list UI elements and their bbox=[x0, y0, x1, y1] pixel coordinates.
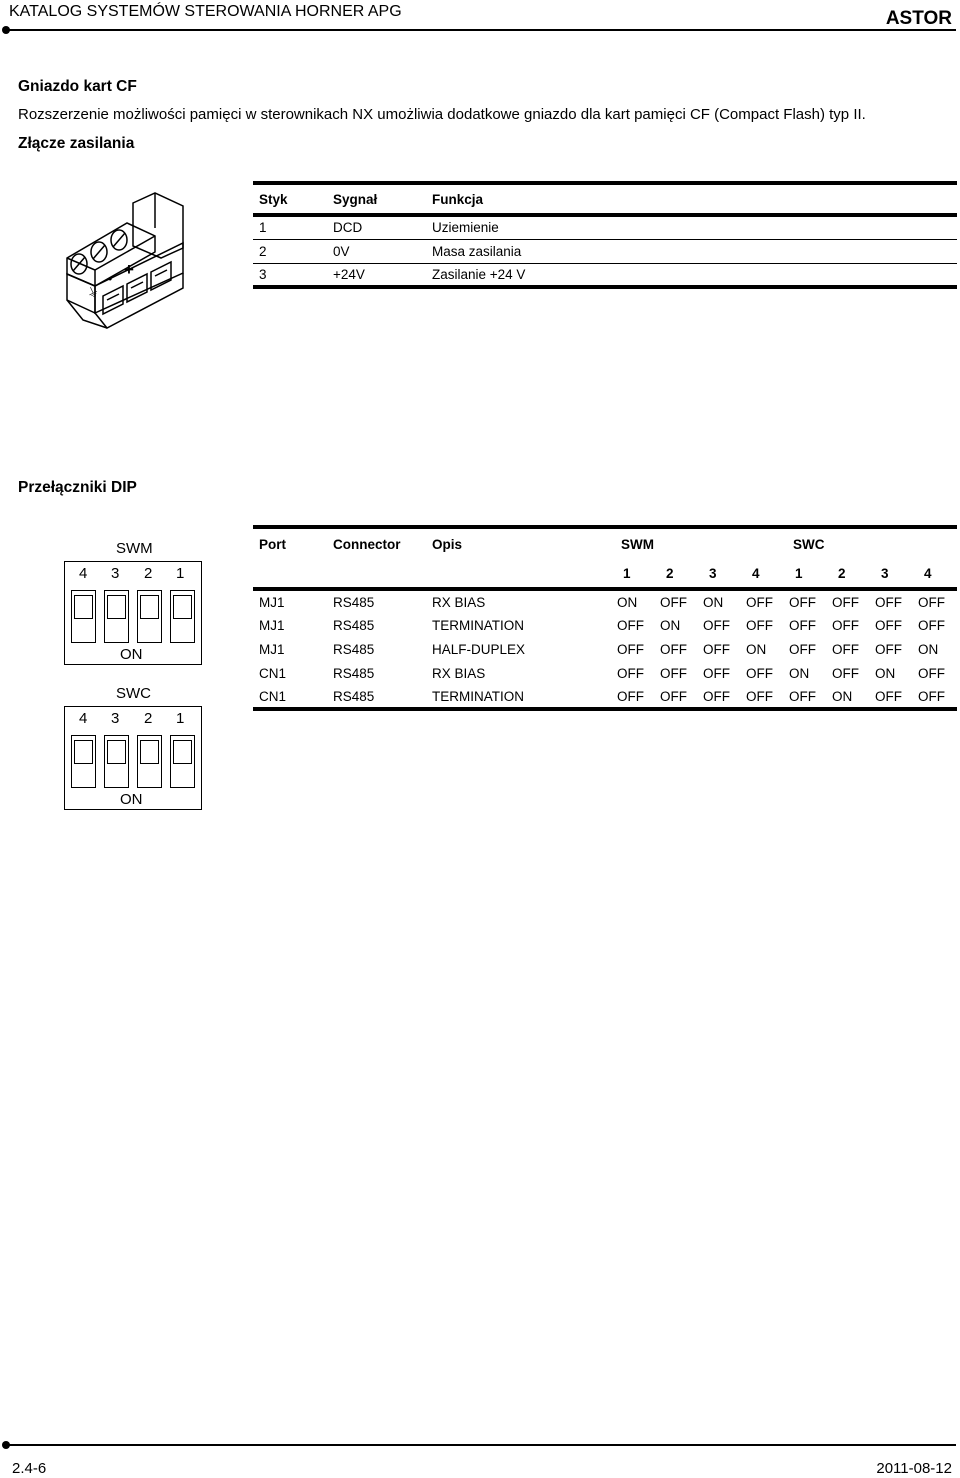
table-cell: OFF bbox=[789, 688, 816, 704]
switch-knob-icon bbox=[173, 595, 192, 619]
table-cell: HALF-DUPLEX bbox=[432, 641, 526, 657]
table-cell: OFF bbox=[832, 665, 859, 681]
table-cell: CN1 bbox=[259, 688, 287, 704]
table-cell: OFF bbox=[832, 617, 859, 633]
swc-switch-3 bbox=[104, 735, 129, 788]
table-cell: ON bbox=[918, 641, 939, 657]
table-header-row bbox=[253, 527, 957, 559]
table-cell: OFF bbox=[789, 641, 816, 657]
table-cell: OFF bbox=[918, 594, 945, 610]
table-row bbox=[253, 613, 957, 637]
catalog-title: KATALOG SYSTEMÓW STEROWANIA HORNER APG bbox=[9, 3, 402, 20]
table-cell: ON bbox=[703, 594, 724, 610]
power-section-title: Złącze zasilania bbox=[18, 135, 135, 152]
switch-number-header: 4 bbox=[924, 565, 932, 581]
swc-on-label: ON bbox=[120, 791, 143, 808]
column-header: Opis bbox=[432, 536, 463, 552]
swc-label: SWC bbox=[116, 685, 151, 702]
table-cell: OFF bbox=[875, 617, 902, 633]
table-cell: Uziemienie bbox=[432, 220, 499, 236]
swc-switch-4 bbox=[71, 735, 96, 788]
switch-knob-icon bbox=[140, 595, 159, 619]
table-cell: OFF bbox=[660, 641, 687, 657]
power-connector-illustration bbox=[55, 188, 190, 338]
switch-number-header: 2 bbox=[838, 565, 846, 581]
table-cell: OFF bbox=[789, 617, 816, 633]
switch-knob-icon bbox=[74, 595, 93, 619]
table-cell: OFF bbox=[617, 688, 644, 704]
swc-dip-switch bbox=[64, 706, 202, 810]
table-cell: RS485 bbox=[333, 641, 375, 657]
swm-on-label: ON bbox=[120, 646, 143, 663]
swc-number: 1 bbox=[176, 710, 185, 727]
switch-number-header: 1 bbox=[623, 565, 631, 581]
table-cell: OFF bbox=[789, 594, 816, 610]
column-header: Sygnał bbox=[333, 191, 378, 207]
dip-settings-table bbox=[253, 525, 957, 711]
table-cell: ON bbox=[832, 688, 853, 704]
column-header: SWM bbox=[621, 536, 654, 552]
table-cell: OFF bbox=[746, 617, 773, 633]
table-cell: OFF bbox=[660, 688, 687, 704]
table-cell: OFF bbox=[746, 594, 773, 610]
table-row bbox=[253, 263, 957, 287]
switch-knob-icon bbox=[107, 595, 126, 619]
brand-name: ASTOR bbox=[885, 8, 952, 29]
swc-number: 2 bbox=[144, 710, 153, 727]
switch-number-header: 2 bbox=[666, 565, 674, 581]
table-row bbox=[253, 637, 957, 661]
swm-switch-2 bbox=[137, 590, 162, 643]
table-cell: OFF bbox=[703, 665, 730, 681]
table-cell: OFF bbox=[746, 688, 773, 704]
table-cell: OFF bbox=[703, 617, 730, 633]
footer-rule bbox=[6, 1444, 956, 1446]
swc-switch-1 bbox=[170, 735, 195, 788]
table-cell: 1 bbox=[259, 220, 267, 236]
table-cell: OFF bbox=[617, 665, 644, 681]
table-cell: OFF bbox=[660, 594, 687, 610]
table-cell: RS485 bbox=[333, 688, 375, 704]
table-cell: OFF bbox=[832, 594, 859, 610]
table-cell: 0V bbox=[333, 243, 350, 259]
swm-number: 4 bbox=[79, 565, 88, 582]
swm-switch-3 bbox=[104, 590, 129, 643]
table-row bbox=[253, 661, 957, 685]
table-cell: OFF bbox=[918, 688, 945, 704]
table-cell: ON bbox=[617, 594, 638, 610]
switch-knob-icon bbox=[140, 740, 159, 764]
page-number: 2.4-6 bbox=[12, 1460, 47, 1477]
table-cell: OFF bbox=[617, 641, 644, 657]
table-cell: OFF bbox=[703, 641, 730, 657]
column-header: Funkcja bbox=[432, 191, 484, 207]
table-cell: Zasilanie +24 V bbox=[432, 266, 526, 282]
table-subheader-row bbox=[253, 559, 957, 589]
switch-number-header: 3 bbox=[881, 565, 889, 581]
table-cell: RX BIAS bbox=[432, 594, 486, 610]
switch-number-header: 4 bbox=[752, 565, 760, 581]
switch-number-header: 3 bbox=[709, 565, 717, 581]
switch-knob-icon bbox=[173, 740, 192, 764]
switch-knob-icon bbox=[107, 740, 126, 764]
table-cell: MJ1 bbox=[259, 641, 285, 657]
plus-symbol-icon: + bbox=[124, 260, 134, 279]
swm-dip-switch bbox=[64, 561, 202, 665]
swc-switch-2 bbox=[137, 735, 162, 788]
switch-number-header: 1 bbox=[795, 565, 803, 581]
swm-number: 1 bbox=[176, 565, 185, 582]
table-cell: RS485 bbox=[333, 594, 375, 610]
table-cell: 2 bbox=[259, 243, 267, 259]
table-cell: ON bbox=[660, 617, 681, 633]
table-cell: ON bbox=[746, 641, 767, 657]
table-cell: OFF bbox=[875, 688, 902, 704]
table-cell: OFF bbox=[746, 665, 773, 681]
dip-section-title: Przełączniki DIP bbox=[18, 479, 137, 496]
table-cell: OFF bbox=[918, 665, 945, 681]
swm-switch-4 bbox=[71, 590, 96, 643]
table-cell: TERMINATION bbox=[432, 617, 524, 633]
swm-switch-1 bbox=[170, 590, 195, 643]
table-cell: MJ1 bbox=[259, 617, 285, 633]
table-cell: ON bbox=[875, 665, 896, 681]
table-cell: RS485 bbox=[333, 617, 375, 633]
table-row bbox=[253, 239, 957, 263]
document-date: 2011-08-12 bbox=[876, 1460, 952, 1477]
table-header-row bbox=[253, 183, 957, 215]
swm-number: 3 bbox=[111, 565, 120, 582]
table-cell: TERMINATION bbox=[432, 688, 524, 704]
header-bullet-icon bbox=[2, 26, 10, 34]
swc-number: 3 bbox=[111, 710, 120, 727]
table-cell: RX BIAS bbox=[432, 665, 486, 681]
swm-label: SWM bbox=[116, 540, 153, 557]
switch-knob-icon bbox=[74, 740, 93, 764]
table-cell: OFF bbox=[875, 641, 902, 657]
cf-section-title: Gniazdo kart CF bbox=[18, 78, 137, 95]
table-cell: DCD bbox=[333, 220, 363, 236]
table-cell: CN1 bbox=[259, 665, 287, 681]
table-row bbox=[253, 215, 957, 239]
table-cell: RS485 bbox=[333, 665, 375, 681]
table-cell: OFF bbox=[875, 594, 902, 610]
dot-mark-icon: • bbox=[108, 272, 113, 286]
table-cell: OFF bbox=[918, 617, 945, 633]
swm-number: 2 bbox=[144, 565, 153, 582]
swc-number: 4 bbox=[79, 710, 88, 727]
table-cell: Masa zasilania bbox=[432, 243, 522, 259]
table-cell: OFF bbox=[703, 688, 730, 704]
table-cell: 3 bbox=[259, 266, 267, 282]
column-header: Styk bbox=[259, 191, 288, 207]
header-rule bbox=[6, 29, 956, 31]
table-cell: ON bbox=[789, 665, 810, 681]
table-cell: OFF bbox=[617, 617, 644, 633]
column-header: Port bbox=[259, 536, 286, 552]
power-connector-table bbox=[253, 181, 957, 289]
cf-section-text: Rozszerzenie możliwości pamięci w sterownikach NX umożliwia dodatkowe gniazdo dla kart pamięci CF (Compact Flash) typ II. bbox=[18, 106, 866, 123]
table-cell: OFF bbox=[832, 641, 859, 657]
table-cell: +24V bbox=[333, 266, 365, 282]
table-row bbox=[253, 685, 957, 709]
table-row bbox=[253, 589, 957, 613]
table-cell: OFF bbox=[660, 665, 687, 681]
ground-symbol-icon: ⏚ bbox=[83, 282, 102, 302]
footer-bullet-icon bbox=[2, 1441, 10, 1449]
column-header: SWC bbox=[793, 536, 825, 552]
table-cell: MJ1 bbox=[259, 594, 285, 610]
column-header: Connector bbox=[333, 536, 401, 552]
